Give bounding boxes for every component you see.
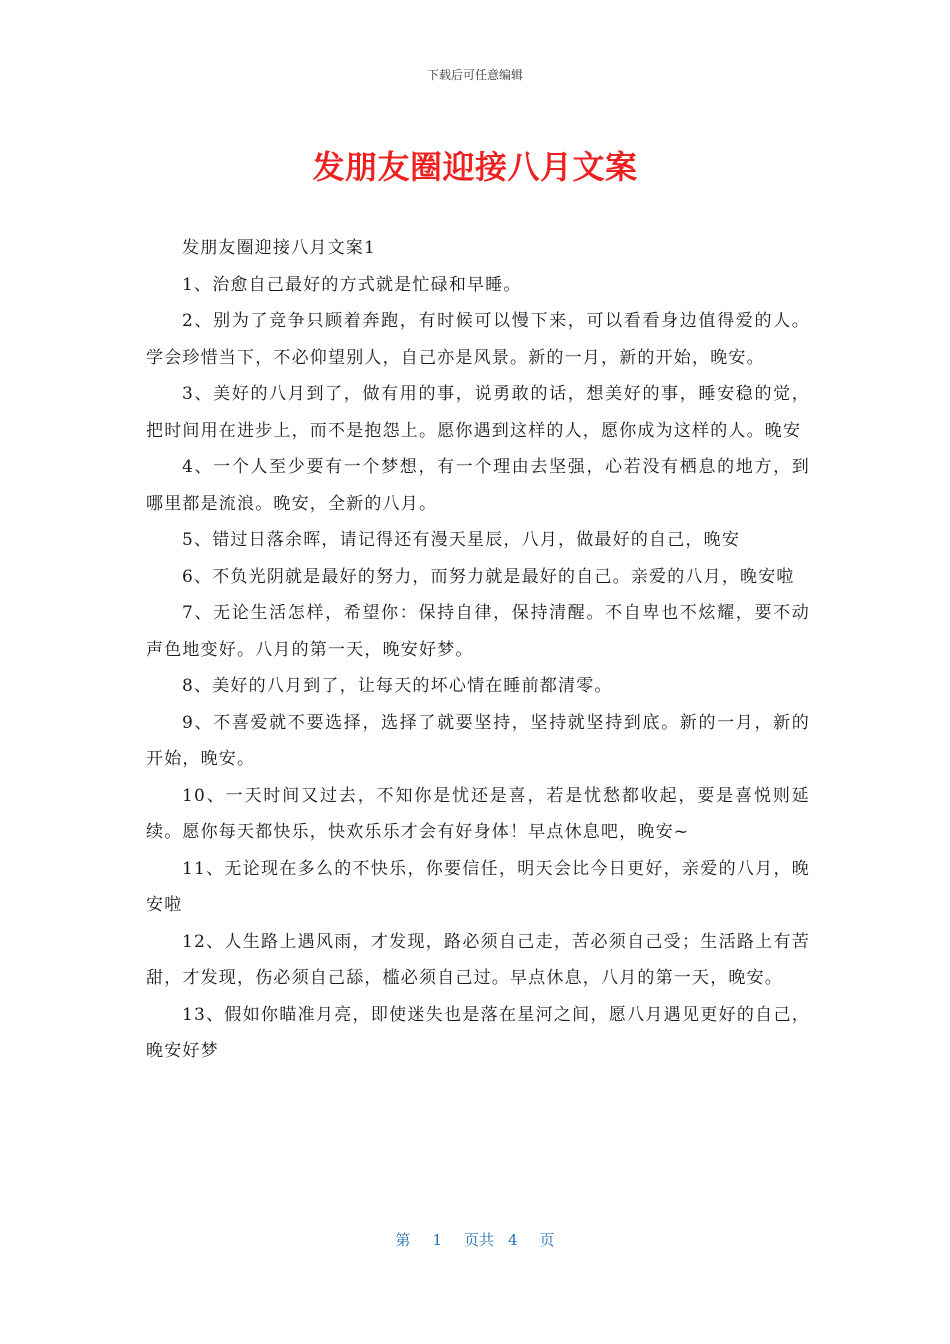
paragraph-item: 9、不喜爱就不要选择，选择了就要坚持，坚持就坚持到底。新的一月，新的开始，晚安。 — [146, 712, 810, 769]
paragraph-item: 3、美好的八月到了，做有用的事，说勇敢的话，想美好的事，睡安稳的觉，把时间用在进步上，而不是抱怨上。愿你遇到这样的人，愿你成为这样的人。晚安 — [146, 384, 810, 441]
paragraph-item: 5、错过日落余晖，请记得还有漫天星辰，八月，做最好的自己，晚安 — [182, 530, 741, 550]
footer-page-suffix: 页 — [539, 1231, 555, 1249]
footer-total-pages: 4 — [508, 1231, 518, 1249]
paragraph-item: 12、人生路上遇风雨，才发现，路必须自己走，苦必须自己受；生活路上有苦甜，才发现，伤必须自己舔，槛必须自己过。早点休息，八月的第一天，晚安。 — [146, 931, 810, 988]
footer-page-prefix: 第 — [395, 1231, 411, 1249]
paragraph-subtitle: 发朋友圈迎接八月文案1 — [182, 238, 377, 258]
header-note: 下载后可任意编辑 — [426, 68, 523, 82]
footer-page-number: 1 — [432, 1231, 442, 1249]
paragraph-item: 1、治愈自己最好的方式就是忙碌和早睡。 — [182, 274, 522, 295]
footer-page-middle: 页共 — [463, 1231, 494, 1249]
document-body — [146, 230, 810, 1070]
paragraph-item: 4、一个人至少要有一个梦想，有一个理由去坚强，心若没有栖息的地方，到哪里都是流浪。晚安，全新的八月。 — [146, 457, 810, 514]
paragraph-item: 7、无论生活怎样，希望你：保持自律，保持清醒。不自卑也不炫耀，要不动声色地变好。八月的第一天，晚安好梦。 — [146, 603, 810, 660]
paragraph-item: 13、假如你瞄准月亮，即使迷失也是落在星河之间，愿八月遇见更好的自己，晚安好梦 — [146, 1004, 810, 1061]
paragraph-item: 10、一天时间又过去，不知你是忧还是喜，若是忧愁都收起，要是喜悦则延续。愿你每天都快乐，快欢乐乐才会有好身体！早点休息吧，晚安~ — [146, 785, 810, 842]
paragraph-item: 2、别为了竞争只顾着奔跑，有时候可以慢下来，可以看看身边值得爱的人。学会珍惜当下，不必仰望别人，自己亦是风景。新的一月，新的开始，晚安。 — [146, 311, 810, 368]
paragraph-item: 6、不负光阴就是最好的努力，而努力就是最好的自己。亲爱的八月，晚安啦 — [182, 566, 795, 587]
page-footer — [0, 1229, 950, 1250]
paragraph-item: 8、美好的八月到了，让每天的坏心情在睡前都清零。 — [182, 676, 613, 696]
document-title: 发朋友圈迎接八月文案 — [312, 148, 638, 186]
paragraph-item: 11、无论现在多么的不快乐，你要信任，明天会比今日更好，亲爱的八月，晚安啦 — [146, 858, 810, 915]
